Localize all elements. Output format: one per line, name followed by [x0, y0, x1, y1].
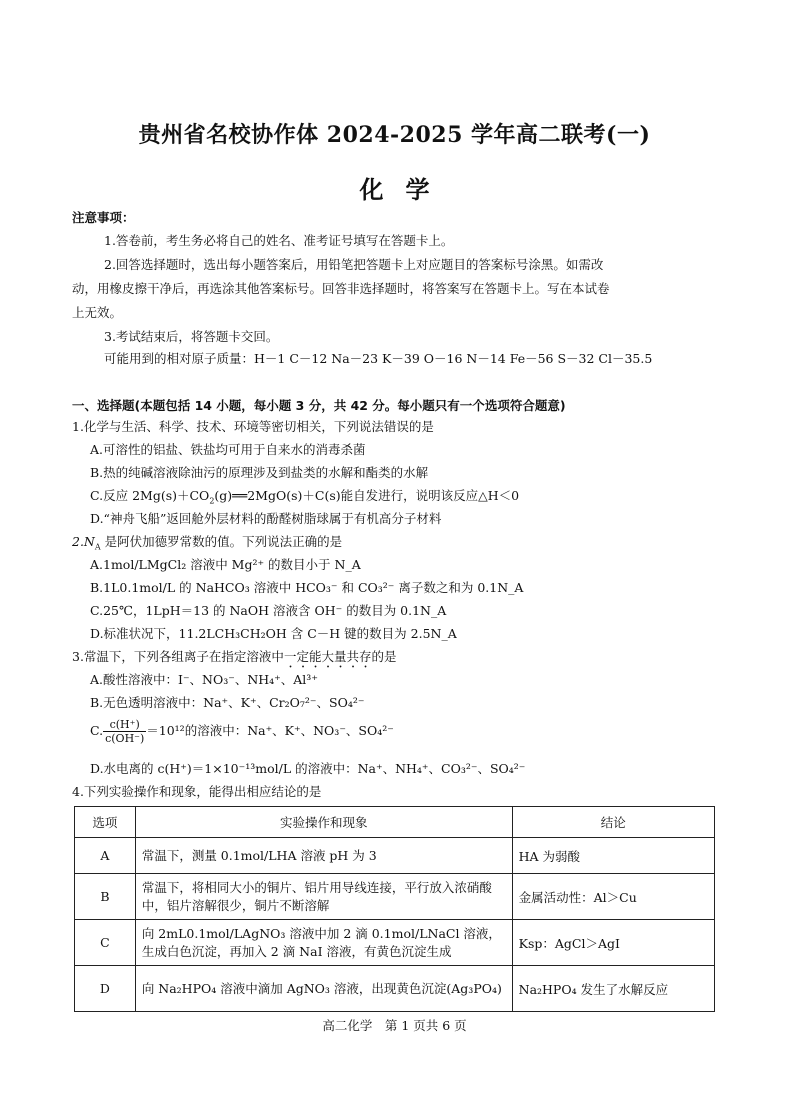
q2-option-c: C.25℃，1LpH＝13 的 NaOH 溶液含 OH⁻ 的数目为 0.1N_A — [90, 603, 447, 618]
table-row — [75, 966, 715, 1012]
q1-c-pre: C.反应 2Mg(s)＋CO — [90, 488, 210, 503]
header-option: 选项 — [75, 807, 136, 838]
page-footer: 高二化学 第 1 页共 6 页 — [322, 1018, 467, 1033]
q3-c-label: C. — [90, 723, 104, 738]
note-1: 1.答卷前，考生务必将自己的姓名、准考证号填写在答题卡上。 — [104, 233, 454, 248]
q2-stem-post: 是阿伏加德罗常数的值。下列说法正确的是 — [100, 534, 343, 549]
table-row — [75, 920, 715, 966]
header-operation: 实验操作和现象 — [135, 807, 512, 838]
row-a-option: A — [75, 838, 136, 874]
row-c-option: C — [75, 920, 136, 966]
note-2-cont: 动，用橡皮擦干净后，再选涂其他答案标号。回答非选择题时，将答案写在答题卡上。写在本试卷 — [72, 281, 610, 296]
q3-option-a: A.酸性溶液中：I⁻、NO₃⁻、NH₄⁺、Al³⁺ — [90, 672, 318, 687]
table-row — [75, 838, 715, 874]
q1-option-d: D.“神舟飞船”返回舱外层材料的酚醛树脂球属于有机高分子材料 — [90, 511, 442, 526]
q1-option-a: A.可溶性的铝盐、铁盐均可用于自来水的消毒杀菌 — [90, 442, 366, 457]
q3-c-post: ＝10¹²的溶液中：Na⁺、K⁺、NO₃⁻、SO₄²⁻ — [146, 723, 394, 738]
note-3: 3.考试结束后，将答题卡交回。 — [104, 329, 279, 344]
q1-c-post: (g)══2MgO(s)＋C(s)能自发进行，说明该反应△H＜0 — [214, 488, 520, 503]
q2-stem-pre: 2.N — [72, 534, 95, 549]
section-heading: 一、选择题(本题包括 14 小题，每小题 3 分，共 42 分。每小题只有一个选项符合题意) — [72, 398, 566, 413]
q2-option-b: B.1L0.1mol/L 的 NaHCO₃ 溶液中 HCO₃⁻ 和 CO₃²⁻ 离子数之和为 0.1N_A — [90, 580, 524, 595]
q1-stem: 1.化学与生活、科学、技术、环境等密切相关，下列说法错误的是 — [72, 419, 434, 434]
q3-option-d: D.水电离的 c(H⁺)＝1×10⁻¹³mol/L 的溶液中：Na⁺、NH₄⁺、CO₃²⁻、SO₄²⁻ — [90, 761, 526, 776]
row-c-operation: 向 2mL0.1mol/LAgNO₃ 溶液中加 2 滴 0.1mol/LNaCl 溶液，生成白色沉淀，再加入 2 滴 NaI 溶液，有黄色沉淀生成 — [135, 920, 512, 966]
q3-stem-post: 的是 — [371, 649, 397, 664]
q3-c-fraction — [103, 718, 146, 745]
q3-stem-pre: 3.常温下，下列各组离子在指定溶液中 — [72, 649, 284, 664]
note-2: 2.回答选择题时，选出每小题答案后，用铅笔把答题卡上对应题目的答案标号涂黑。如需改 — [104, 257, 604, 272]
row-b-conclusion: 金属活动性：Al＞Cu — [512, 874, 714, 920]
q2-option-a: A.1mol/LMgCl₂ 溶液中 Mg²⁺ 的数目小于 N_A — [90, 557, 361, 572]
q4-stem: 4.下列实验操作和现象，能得出相应结论的是 — [72, 784, 322, 799]
q3-stem-emphasis: 一定能大量共存 — [283, 649, 372, 664]
notes-heading: 注意事项： — [72, 210, 135, 225]
row-d-conclusion: Na₂HPO₄ 发生了水解反应 — [512, 966, 714, 1012]
q3-option-b: B.无色透明溶液中：Na⁺、K⁺、Cr₂O₇²⁻、SO₄²⁻ — [90, 695, 365, 710]
row-d-operation: 向 Na₂HPO₄ 溶液中滴加 AgNO₃ 溶液，出现黄色沉淀(Ag₃PO₄) — [135, 966, 512, 1012]
row-d-option: D — [75, 966, 136, 1012]
q2-option-d: D.标准状况下，11.2LCH₃CH₂OH 含 C－H 键的数目为 2.5N_A — [90, 626, 457, 641]
experiment-table — [74, 806, 715, 1012]
q1-option-c: C.反应 $2Mg(s)+CO_2(g)══2MgO(s)+C(s)$能自发进行，说明该反应△H＜0 — [90, 488, 520, 506]
q1-option-b: B.热的纯碱溶液除油污的原理涉及到盐类的水解和酯类的水解 — [90, 465, 429, 480]
row-c-conclusion: Ksp：AgCl＞AgI — [512, 920, 714, 966]
exam-title: 贵州省名校协作体 2024-2025 学年高二联考(一) — [138, 122, 651, 148]
q3-stem — [72, 648, 396, 671]
q3-c-denominator: c(OH⁻) — [105, 732, 145, 745]
atomic-masses: 可能用到的相对原子质量：H－1 C－12 Na－23 K－39 O－16 N－14 Fe－56 S－32 Cl－35.5 — [104, 351, 653, 366]
row-a-conclusion: HA 为弱酸 — [512, 838, 714, 874]
subject-title: 化学 — [359, 175, 452, 204]
row-a-operation: 常温下，测量 0.1mol/LHA 溶液 pH 为 3 — [135, 838, 512, 874]
row-b-option: B — [75, 874, 136, 920]
q3-option-c — [90, 718, 394, 745]
row-b-operation: 常温下，将相同大小的铜片、铝片用导线连接，平行放入浓硝酸中，铝片溶解很少，铜片不断溶解 — [135, 874, 512, 920]
header-conclusion: 结论 — [512, 807, 714, 838]
note-2-end: 上无效。 — [72, 305, 123, 320]
q3-c-numerator: c(H⁺) — [103, 718, 146, 732]
q2-stem: $2.N_A$ 是阿伏加德罗常数的值。下列说法正确的是 — [72, 534, 343, 552]
table-row — [75, 874, 715, 920]
table-header-row — [75, 807, 715, 838]
